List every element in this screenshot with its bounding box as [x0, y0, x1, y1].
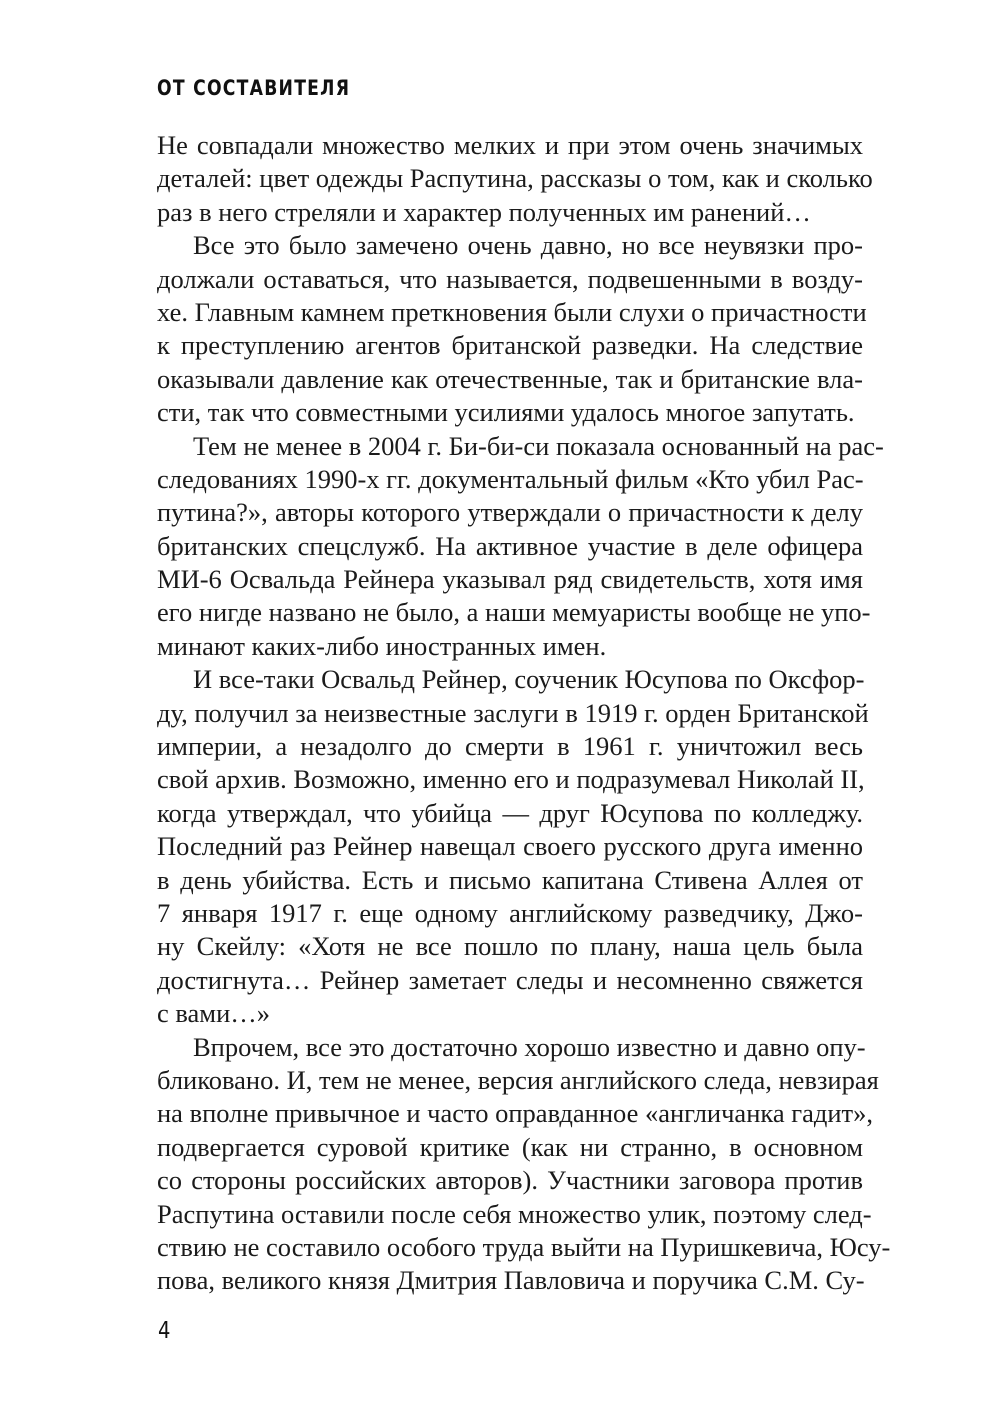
- text-line: в день убийства. Есть и письмо капитана Стивена Аллея от: [157, 864, 863, 895]
- text-line: достигнута… Рейнер заметает следы и несомненно свяжется: [157, 964, 863, 995]
- text-line: деталей: цвет одежды Распутина, рассказы о том, как и сколько: [157, 163, 873, 194]
- text-line: ду, получил за неизвестные заслуги в 1919 г. орден Британской: [157, 697, 869, 728]
- text-line: хе. Главным камнем преткновения были слухи о причастности: [157, 296, 867, 327]
- text-line: МИ-6 Освальда Рейнера указывал ряд свидетельств, хотя имя: [157, 564, 863, 595]
- text-line: ствию не составило особого труда выйти на Пуришкевича, Юсу-: [157, 1231, 891, 1262]
- running-head: ОТ СОСТАВИТЕЛЯ: [157, 76, 351, 100]
- text-line: минают каких-либо иностранных имен.: [157, 630, 607, 661]
- text-line: 7 января 1917 г. еще одному английскому разведчику, Джо-: [157, 897, 863, 928]
- text-line: оказывали давление как отечественные, так и британские вла-: [157, 363, 863, 394]
- text-line: И все-таки Освальд Рейнер, соученик Юсупова по Оксфор-: [193, 664, 865, 695]
- text-line: раз в него стреляли и характер полученных им ранений…: [157, 196, 811, 227]
- paragraph: [157, 430, 884, 664]
- text-line: должали оставаться, что называется, подвешенными в возду-: [157, 263, 863, 294]
- text-line: пова, великого князя Дмитрия Павловича и поручика С.М. Су-: [157, 1265, 865, 1296]
- text-line: Все это было замечено очень давно, но все неувязки про-: [193, 230, 863, 261]
- paragraph: [157, 663, 869, 1030]
- text-line: бликовано. И, тем не менее, версия английского следа, невзирая: [157, 1064, 879, 1095]
- paragraph: [157, 229, 867, 429]
- text-line: со стороны российских авторов). Участники заговора против: [157, 1165, 863, 1196]
- text-line: британских спецслужб. На активное участие в деле офицера: [157, 530, 863, 561]
- text-line: сти, так что совместными усилиями удалось многое запутать.: [157, 397, 855, 428]
- paragraph: [157, 1031, 891, 1298]
- text-line: Тем не менее в 2004 г. Би-би-си показала основанный на рас-: [193, 430, 884, 461]
- body-text: [157, 129, 891, 1298]
- text-line: Распутина оставили после себя множество улик, поэтому след-: [157, 1198, 872, 1229]
- text-line: следованиях 1990-х гг. документальный фильм «Кто убил Рас-: [157, 463, 864, 494]
- text-line: империи, а незадолго до смерти в 1961 г. уничтожил весь: [157, 731, 863, 762]
- text-line: свой архив. Возможно, именно его и подразумевал Николай II,: [157, 764, 865, 795]
- text-line: Впрочем, все это достаточно хорошо известно и давно опу-: [193, 1031, 866, 1062]
- text-line: с вами…»: [157, 998, 271, 1029]
- text-line: подвергается суровой критике (как ни странно, в основном: [157, 1131, 863, 1162]
- text-line: когда утверждал, что убийца — друг Юсупова по колледжу.: [157, 797, 863, 828]
- text-line: к преступлению агентов британской разведки. На следствие: [157, 330, 863, 361]
- text-line: путина?», авторы которого утверждали о причастности к делу: [157, 497, 863, 528]
- text-line: Не совпадали множество мелких и при этом очень значимых: [157, 130, 863, 160]
- text-line: на вполне привычное и часто оправданное «англичанка гадит»,: [157, 1098, 873, 1129]
- page-number: 4: [158, 1318, 171, 1344]
- text-line: его нигде названо не было, а наши мемуаристы вообще не упо-: [157, 597, 871, 628]
- text-line: ну Скейлу: «Хотя не все пошло по плану, наша цель была: [157, 931, 863, 962]
- paragraph: [157, 129, 873, 229]
- text-line: Последний раз Рейнер навещал своего русского друга именно: [157, 831, 863, 862]
